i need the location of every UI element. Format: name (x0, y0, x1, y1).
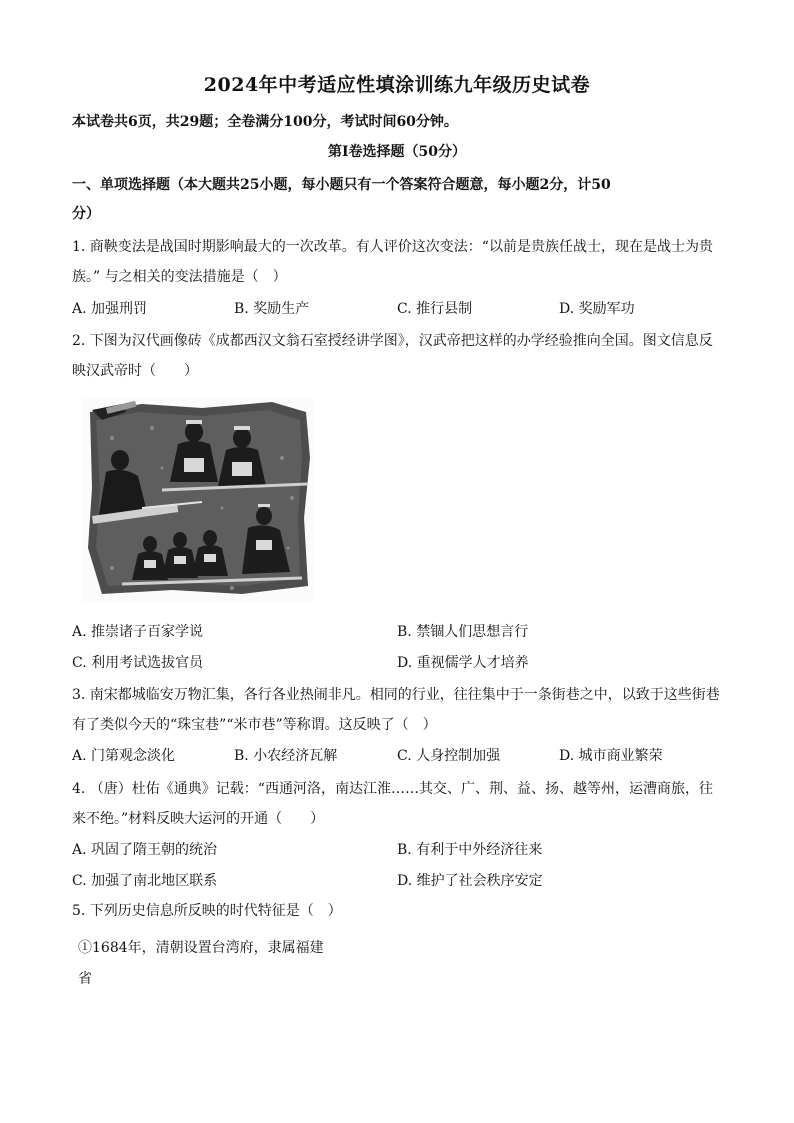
exam-title: 2024年中考适应性填涂训练九年级历史试卷 (203, 74, 591, 96)
q2-option-b[interactable]: B. 禁锢人们思想言行 (397, 624, 529, 640)
q5-info-line1: ①1684年，清朝设置台湾府，隶属福建 (78, 940, 324, 956)
q3-stem-line1: 3. 南宋都城临安万物汇集，各行各业热闹非凡。相同的行业，往往集中于一条街巷之中，以致于这些街巷 (72, 687, 720, 703)
q2-stem-line2: 映汉武帝时（ ） (72, 363, 198, 379)
q2-stem-line1: 2. 下图为汉代画像砖《成都西汉文翁石室授经讲学图》，汉武帝把这样的办学经验推向全国。图文信息反 (72, 333, 713, 349)
q3-stem-line2: 有了类似今天的“珠宝巷”“米市巷”等称谓。这反映了（ ） (72, 717, 437, 733)
q1-option-c[interactable]: C. 推行县制 (397, 301, 473, 317)
q4-option-a[interactable]: A. 巩固了隋王朝的统治 (72, 842, 218, 858)
q5-info-box (72, 930, 344, 992)
q3-option-d[interactable]: D. 城市商业繁荣 (559, 748, 663, 764)
q1-option-d[interactable]: D. 奖励军功 (559, 301, 635, 317)
q1-stem-line1: 1. 商鞅变法是战国时期影响最大的一次改革。有人评价这次变法：“以前是贵族任战士，现在是战士为贵 (72, 239, 713, 255)
q5-info-line2: 省 (78, 971, 92, 987)
section-title: 第Ⅰ卷选择题（50分） (327, 144, 467, 160)
q5-stem-line1: 5. 下列历史信息所反映的时代特征是（ ） (72, 903, 342, 919)
q3-option-c[interactable]: C. 人身控制加强 (397, 748, 501, 764)
q1-stem-line2: 族。” 与之相关的变法措施是（ ） (72, 269, 287, 285)
han-brick-relief-image (82, 398, 314, 602)
q4-stem-line1: 4. （唐）杜佑《通典》记载：“西通河洛，南达江淮……其交、广、荆、益、扬、越等州，运漕商旅，往 (72, 781, 713, 797)
q4-option-d[interactable]: D. 维护了社会秩序安定 (397, 873, 543, 889)
q2-option-d[interactable]: D. 重视儒学人才培养 (397, 655, 529, 671)
q4-option-b[interactable]: B. 有利于中外经济往来 (397, 842, 543, 858)
q3-option-b[interactable]: B. 小农经济瓦解 (234, 748, 338, 764)
q1-option-a[interactable]: A. 加强刑罚 (72, 301, 148, 317)
q2-option-a[interactable]: A. 推崇诸子百家学说 (72, 624, 204, 640)
part-heading-line1: 一、单项选择题（本大题共25小题，每小题只有一个答案符合题意，每小题2分，计50 (72, 177, 611, 193)
q2-option-c[interactable]: C. 利用考试选拔官员 (72, 655, 204, 671)
q4-option-c[interactable]: C. 加强了南北地区联系 (72, 873, 218, 889)
exam-intro: 本试卷共6页，共29题；全卷满分100分，考试时间60分钟。 (72, 114, 458, 130)
part-heading-line2: 分） (72, 206, 100, 222)
q3-option-a[interactable]: A. 门第观念淡化 (72, 748, 176, 764)
q4-stem-line2: 来不绝。”材料反映大运河的开通（ ） (72, 811, 325, 827)
q1-option-b[interactable]: B. 奖励生产 (234, 301, 310, 317)
